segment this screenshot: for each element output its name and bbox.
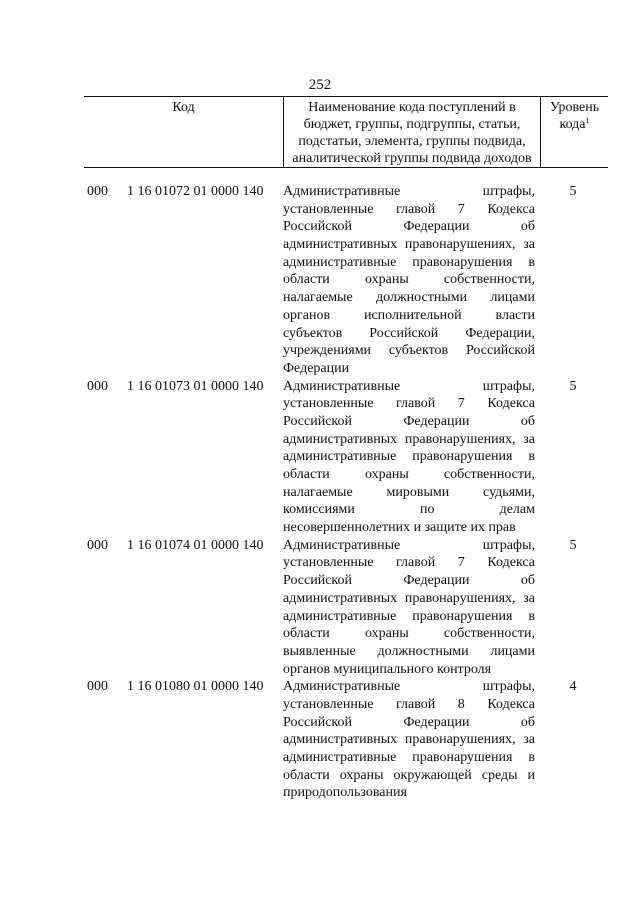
code-level: 5: [569, 537, 577, 553]
revenue-name-line: установленные главой 7 Кодекса: [283, 201, 535, 217]
code-level: 4: [569, 679, 577, 695]
page-number: 252: [308, 77, 332, 93]
revenue-code: 1 16 01073 01 0000 140: [127, 378, 264, 394]
revenue-name-line: административные правонарушения в: [283, 608, 535, 624]
revenue-name-line: Административные штрафы,: [283, 378, 535, 394]
table-row: [0, 183, 640, 378]
revenue-name-line: области охраны окружающей среды и: [283, 767, 535, 783]
revenue-code: 1 16 01080 01 0000 140: [127, 679, 264, 695]
revenue-name: [283, 183, 535, 378]
header-name-line: Наименование кода поступлений в: [308, 100, 516, 115]
header-name-line: бюджет, группы, подгруппы, статьи,: [303, 117, 521, 132]
admin-code: 000: [87, 184, 108, 199]
revenue-name-line: установленные главой 8 Кодекса: [283, 696, 535, 712]
header-level: [541, 99, 608, 133]
revenue-name-line: области охраны собственности,: [283, 626, 535, 642]
revenue-name: [283, 537, 535, 679]
header-code: Код: [172, 100, 195, 115]
table-row: [0, 537, 640, 679]
revenue-name-line: Административные штрафы,: [283, 679, 535, 695]
header-level-line2: [541, 116, 608, 133]
revenue-name-line: учреждениями субъектов Российской: [283, 343, 535, 359]
footnote-marker: 1: [585, 116, 590, 125]
revenue-name-line: административных правонарушениях, за: [283, 431, 535, 447]
revenue-name-line: административных правонарушениях, за: [283, 590, 535, 606]
revenue-name-line: Административные штрафы,: [283, 537, 535, 553]
revenue-name-line: установленные главой 7 Кодекса: [283, 396, 535, 412]
admin-code: 000: [87, 378, 108, 394]
header-level-line: Уровень: [549, 100, 600, 115]
header-name-line: аналитической группы подвида доходов: [292, 151, 532, 166]
revenue-name-line: административные правонарушения в: [283, 254, 535, 270]
revenue-name-line: природопользования: [283, 785, 407, 801]
revenue-name-line: несовершеннолетних и защите их прав: [283, 520, 516, 536]
admin-code: 000: [87, 679, 108, 695]
header-level-text: кода: [559, 117, 586, 132]
revenue-name-line: административные правонарушения в: [283, 750, 535, 765]
revenue-name-line: административных правонарушениях, за: [283, 732, 535, 748]
table-body: [0, 183, 640, 802]
revenue-name-line: комиссиями по делам: [283, 502, 535, 518]
revenue-name-line: Российской Федерации об: [283, 573, 535, 589]
admin-code: 000: [87, 537, 108, 553]
revenue-name-line: субъектов Российской Федерации,: [283, 325, 535, 341]
revenue-name: [283, 678, 535, 802]
table-row: [0, 678, 640, 802]
header-name-line: подстатьи, элемента, группы подвида,: [298, 134, 526, 149]
table-header: [84, 96, 608, 168]
revenue-name-line: Административные штрафы,: [283, 184, 535, 199]
revenue-name-line: Российской Федерации об: [283, 413, 535, 429]
revenue-name-line: органов муниципального контроля: [283, 661, 492, 677]
revenue-name-line: установленные главой 7 Кодекса: [283, 555, 535, 571]
revenue-name-line: Российской Федерации об: [283, 219, 535, 235]
revenue-name-line: административные правонарушения в: [283, 449, 535, 465]
revenue-name-line: налагаемые мировыми судьями,: [283, 484, 535, 500]
code-level: 5: [569, 378, 577, 394]
revenue-code: 1 16 01072 01 0000 140: [127, 184, 264, 199]
revenue-name-line: области охраны собственности,: [283, 272, 535, 288]
table-row: [0, 378, 640, 537]
revenue-name-line: области охраны собственности,: [283, 467, 535, 482]
revenue-name-line: Российской Федерации об: [283, 714, 535, 730]
revenue-name-line: Федерации: [283, 360, 350, 376]
revenue-name-line: административных правонарушениях, за: [283, 237, 535, 253]
revenue-name-line: органов исполнительной власти: [283, 307, 535, 323]
revenue-name-line: налагаемые должностными лицами: [283, 290, 535, 306]
code-level: 5: [569, 184, 577, 199]
revenue-name-line: выявленные должностными лицами: [283, 643, 535, 659]
header-name: [284, 99, 540, 167]
revenue-code: 1 16 01074 01 0000 140: [127, 537, 264, 553]
revenue-name: [283, 378, 535, 537]
